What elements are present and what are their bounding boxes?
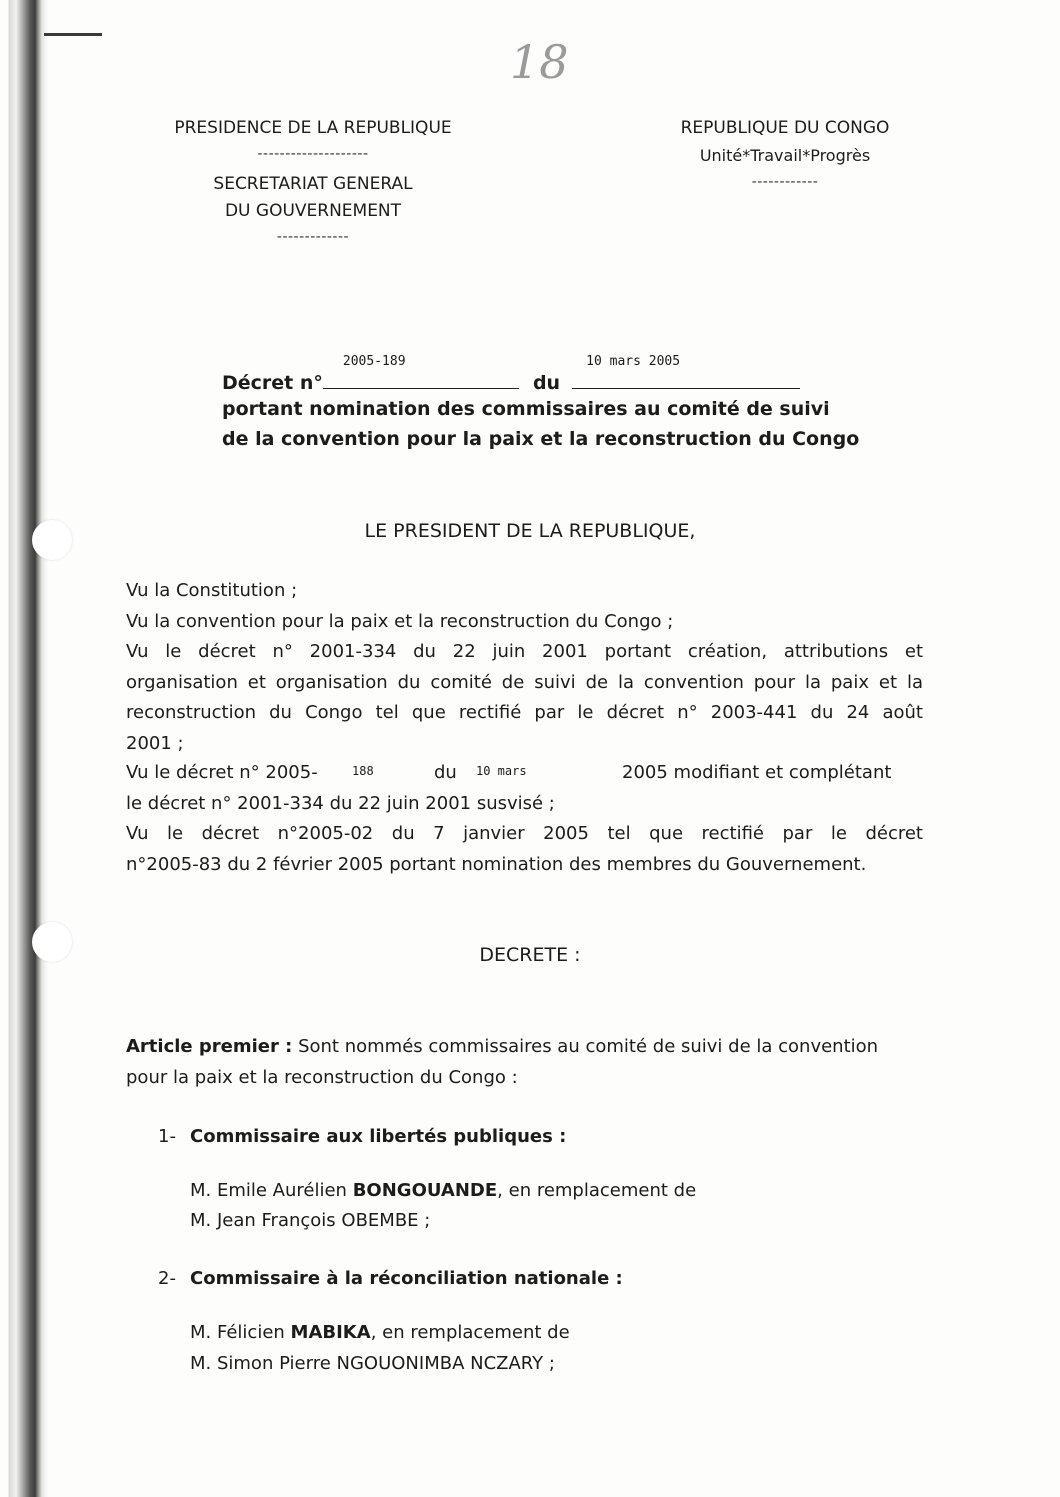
article-premier-line-1: [126, 1036, 878, 1057]
item-2-replaced: M. Simon Pierre NGOUONIMBA NCZARY ;: [190, 1353, 555, 1374]
item-1-replaced: M. Jean François OBEMBE ;: [190, 1210, 431, 1231]
visa-decret-2005-188-date: 10 mars: [476, 764, 527, 778]
visa-decret-2005-02-l2: n°2005-83 du 2 février 2005 portant nomination des membres du Gouvernement.: [126, 854, 867, 875]
visa-decret-2005-02-l1: Vu le décret n°2005-02 du 7 janvier 2005 tel que rectifié par le décret: [126, 823, 923, 844]
item-1-name-suffix: , en remplacement de: [497, 1180, 697, 1201]
decree-prefix: Décret n°: [222, 372, 323, 394]
item-2-surname: MABIKA: [290, 1322, 371, 1343]
decrete-heading: DECRETE :: [479, 944, 581, 966]
scan-mark: [44, 33, 102, 36]
item-2-appointee: [190, 1322, 570, 1343]
item-1-appointee: [190, 1180, 696, 1201]
visa-decret-2005-188-prefix: Vu le décret n° 2005-: [126, 762, 318, 783]
decree-number: 2005-189: [342, 354, 406, 369]
header-secretariat: SECRETARIAT GENERAL: [213, 174, 413, 194]
article-text-2: pour la paix et la reconstruction du Congo :: [126, 1067, 518, 1088]
item-1-title: Commissaire aux libertés publiques :: [190, 1126, 567, 1147]
item-2-number: 2-: [158, 1268, 176, 1289]
item-1-surname: BONGOUANDE: [352, 1180, 498, 1201]
item-2-name-suffix: , en remplacement de: [370, 1322, 570, 1343]
visa-decret-2005-188-number: 188: [352, 764, 374, 778]
header-left-dashes-1: --------------------: [257, 146, 369, 162]
decree-date-field: [572, 354, 800, 389]
visa-decret-2001-l4: 2001 ;: [126, 733, 184, 754]
visa-decret-2005-188-suffix: 2005 modifiant et complétant: [622, 762, 892, 783]
header-presidence: PRESIDENCE DE LA REPUBLIQUE: [174, 118, 452, 138]
decree-date: 10 mars 2005: [586, 354, 681, 369]
visa-decret-2001-l3: reconstruction du Congo tel que rectifié par le décret n° 2003-441 du 24 août: [126, 702, 923, 723]
decree-subject-2: de la convention pour la paix et la reconstruction du Congo: [222, 428, 860, 450]
article-label: Article premier :: [126, 1036, 293, 1057]
header-republique: REPUBLIQUE DU CONGO: [680, 118, 890, 138]
president-heading: LE PRESIDENT DE LA REPUBLIQUE,: [364, 520, 696, 542]
handwritten-page-number: 18: [510, 35, 569, 89]
header-motto: Unité*Travail*Progrès: [699, 146, 871, 165]
decree-subject-1: portant nomination des commissaires au comité de suivi: [222, 398, 830, 420]
visa-constitution: Vu la Constitution ;: [126, 580, 298, 601]
visa-decret-2005-188-du: du: [434, 762, 457, 783]
header-gouvernement: DU GOUVERNEMENT: [224, 201, 402, 221]
visa-decret-2001-l1: Vu le décret n° 2001-334 du 22 juin 2001 portant création, attributions et: [126, 641, 923, 662]
item-1-number: 1-: [158, 1126, 176, 1147]
header-left-dashes-2: -------------: [276, 229, 350, 245]
decree-number-line: [222, 354, 800, 394]
item-1-name-prefix: M. Emile Aurélien: [190, 1180, 347, 1201]
header-right-dashes: ------------: [751, 174, 819, 190]
article-text-1: Sont nommés commissaires au comité de suivi de la convention: [298, 1036, 879, 1057]
visa-decret-2005-188-l2: le décret n° 2001-334 du 22 juin 2001 susvisé ;: [126, 793, 555, 814]
decree-du: du: [532, 372, 561, 394]
item-2-name-prefix: M. Félicien: [190, 1322, 285, 1343]
visa-decret-2001-l2: organisation et organisation du comité de suivi de la convention pour la paix et la: [126, 672, 923, 693]
scan-edge: [0, 0, 48, 1497]
item-2-title: Commissaire à la réconciliation nationale :: [190, 1268, 623, 1289]
visa-convention: Vu la convention pour la paix et la reconstruction du Congo ;: [126, 611, 674, 632]
decree-number-field: [323, 354, 519, 389]
